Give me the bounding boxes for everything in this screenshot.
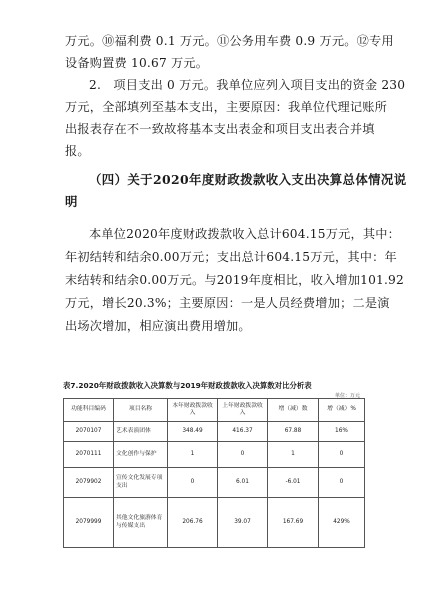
- paragraph-line: 出报表存在不一致故将基本支出表金和项目支出表合并填: [65, 122, 375, 136]
- paragraph-line: 设备购置费 10.67 万元。: [65, 56, 209, 70]
- table-cell: 2079902: [64, 468, 114, 498]
- paragraph-line: 本单位2020年度财政拨款收入总计604.15万元，其中：: [89, 227, 401, 241]
- header-cell: 上年财政拨款收入: [218, 399, 268, 422]
- table-cell: 2070107: [64, 422, 114, 442]
- table-cell: 1: [268, 442, 319, 468]
- table-unit: 单位：万元: [334, 393, 360, 399]
- table-cell: 206.76: [168, 498, 218, 548]
- header-cell: 增（减）数: [268, 399, 319, 422]
- paragraph-line: 2. 项目支出 0 万元。我单位应列入项目支出的资金 230: [89, 78, 406, 92]
- table-row: [64, 468, 365, 498]
- paragraph-line: 报。: [65, 144, 90, 158]
- paragraph-line: 末结转和结余0.00万元。与2019年度相比，收入增加101.92: [65, 273, 404, 287]
- table-cell: 6.01: [218, 468, 268, 498]
- paragraph-line: 出场次增加，相应演出费用增加。: [65, 319, 251, 333]
- paragraph-line: 万元，增长20.3%；主要原因：一是人员经费增加；二是演: [65, 296, 390, 310]
- table-row: [64, 422, 365, 442]
- table-cell: 39.07: [218, 498, 268, 548]
- table-header-row: [64, 399, 365, 422]
- header-cell: 本年财政拨款收入: [168, 399, 218, 422]
- table-cell: 67.88: [268, 422, 319, 442]
- paragraph-line: 万元，全部填列至基本支出，主要原因：我单位代理记账所: [65, 100, 388, 114]
- table-cell: 2070111: [64, 442, 114, 468]
- header-cell: 增（减）%: [319, 399, 365, 422]
- table-cell: 0: [168, 468, 218, 498]
- table-title: 表7.2020年财政拨款收入决算数与2019年财政拨款收入决算数对比分析表: [63, 381, 312, 390]
- table-row: [64, 498, 365, 548]
- table-cell: 0: [319, 468, 365, 498]
- table-cell: 16%: [319, 422, 365, 442]
- table-cell: 429%: [319, 498, 365, 548]
- table-cell: 0: [218, 442, 268, 468]
- table-cell: 文化创作与保护: [114, 442, 168, 468]
- header-cell: 项目名称: [114, 399, 168, 422]
- table-cell: 其他文化旅游体育与传媒支出: [114, 498, 168, 548]
- table-cell: 艺术表演团体: [114, 422, 168, 442]
- table-cell: 宣传文化发展专项支出: [114, 468, 168, 498]
- section-heading: （四）关于2020年度财政拨款收入支出决算总体情况说: [89, 172, 407, 187]
- table-cell: 2079999: [64, 498, 114, 548]
- section-heading: 明: [65, 194, 78, 209]
- paragraph-line: 万元。⑩福利费 0.1 万元。⑪公务用车费 0.9 万元。⑫专用: [65, 34, 394, 48]
- table-row: [64, 442, 365, 468]
- table-cell: 0: [319, 442, 365, 468]
- table-cell: 348.49: [168, 422, 218, 442]
- table-cell: -6.01: [268, 468, 319, 498]
- header-cell: 功能科目编码: [64, 399, 114, 422]
- table-cell: 167.69: [268, 498, 319, 548]
- table-cell: 416.37: [218, 422, 268, 442]
- paragraph-line: 年初结转和结余0.00万元；支出总计604.15万元，其中：年: [65, 250, 397, 264]
- comparison-table: [63, 398, 365, 548]
- table-cell: 1: [168, 442, 218, 468]
